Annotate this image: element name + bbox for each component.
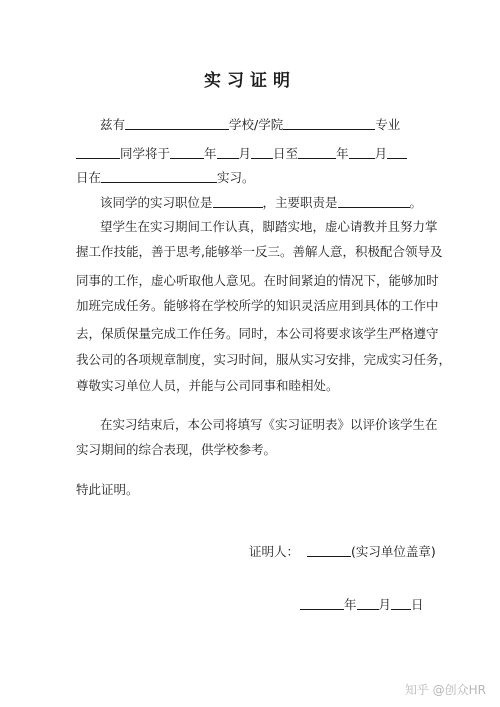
position-blank[interactable] <box>213 195 263 208</box>
body-line: 握工作技能，善于思考,能够举一反三。善解人意，积极配合领导及 <box>76 244 443 259</box>
intro-line-3 <box>76 170 255 186</box>
date-text: 年 <box>344 597 357 612</box>
intro-text: 学校/学院 <box>229 117 284 132</box>
body-line: 去，保质保量完成工作任务。同时，本公司将要求该学生严格遵守 <box>76 326 439 341</box>
special-note: 特此证明。 <box>76 482 139 497</box>
date-month-blank[interactable] <box>357 597 379 610</box>
end-year-blank[interactable] <box>298 146 336 159</box>
intro-text: 专业 <box>375 117 401 132</box>
end-month-blank[interactable] <box>349 146 375 159</box>
start-year-blank[interactable] <box>170 146 204 159</box>
stamp-note: (实习单位盖章) <box>351 544 436 559</box>
intro-text: 兹有 <box>100 117 126 132</box>
body-line: 尊敬实习单位人员，并能与公司同事和睦相处。 <box>76 378 339 393</box>
position-text: 。 <box>409 195 423 210</box>
intro-text: 同学将于 <box>120 146 171 161</box>
date-line <box>300 597 424 613</box>
intro-line-1 <box>100 117 400 133</box>
duties-blank[interactable] <box>338 195 410 208</box>
body-line: 同事的工作，虚心听取他人意见。在时间紧迫的情况下，能够加时 <box>76 273 439 288</box>
major-blank[interactable] <box>283 117 375 130</box>
intro-text: 月 <box>374 146 388 161</box>
signature-label: 证明人： <box>249 544 300 559</box>
student-name-blank[interactable] <box>76 146 120 159</box>
start-day-blank[interactable] <box>251 146 273 159</box>
position-text: 该同学的实习职位是 <box>100 195 213 210</box>
date-year-blank[interactable] <box>300 597 344 610</box>
intro-text: 月 <box>238 146 252 161</box>
position-text: ，主要职责是 <box>262 195 338 210</box>
body-line: 加班完成任务。能够将在学校所学的知识灵活应用到具体的工作中 <box>76 298 439 313</box>
date-text: 日 <box>411 597 424 612</box>
signature-blank[interactable] <box>307 544 351 557</box>
date-day-blank[interactable] <box>391 597 411 610</box>
end-day-blank[interactable] <box>387 146 407 159</box>
intro-text: 实习。 <box>217 170 255 185</box>
body-line: 我公司的各项规章制度，实习时间，服从实习安排，完成实习任务， <box>76 352 452 367</box>
page-title: 实习证明 <box>204 71 296 91</box>
intro-text: 日至 <box>273 146 299 161</box>
body-line: 望学生在实习期间工作认真，脚踏实地，虚心请教并且努力掌 <box>100 219 438 234</box>
company-blank[interactable] <box>101 170 217 183</box>
intro-line-2 <box>76 146 407 162</box>
signature-line <box>249 544 436 560</box>
closing-line: 在实习结束后，本公司将填写《实习证明表》以评价该学生在 <box>100 417 438 432</box>
date-text: 月 <box>378 597 392 612</box>
school-blank[interactable] <box>125 117 229 130</box>
start-month-blank[interactable] <box>217 146 239 159</box>
position-line <box>100 195 422 211</box>
closing-line: 实习期间的综合表现，供学校参考。 <box>76 442 277 457</box>
intro-text: 年 <box>336 146 349 161</box>
watermark: 知乎 @创众HR <box>404 683 486 697</box>
intro-text: 日在 <box>76 170 102 185</box>
intro-text: 年 <box>204 146 217 161</box>
